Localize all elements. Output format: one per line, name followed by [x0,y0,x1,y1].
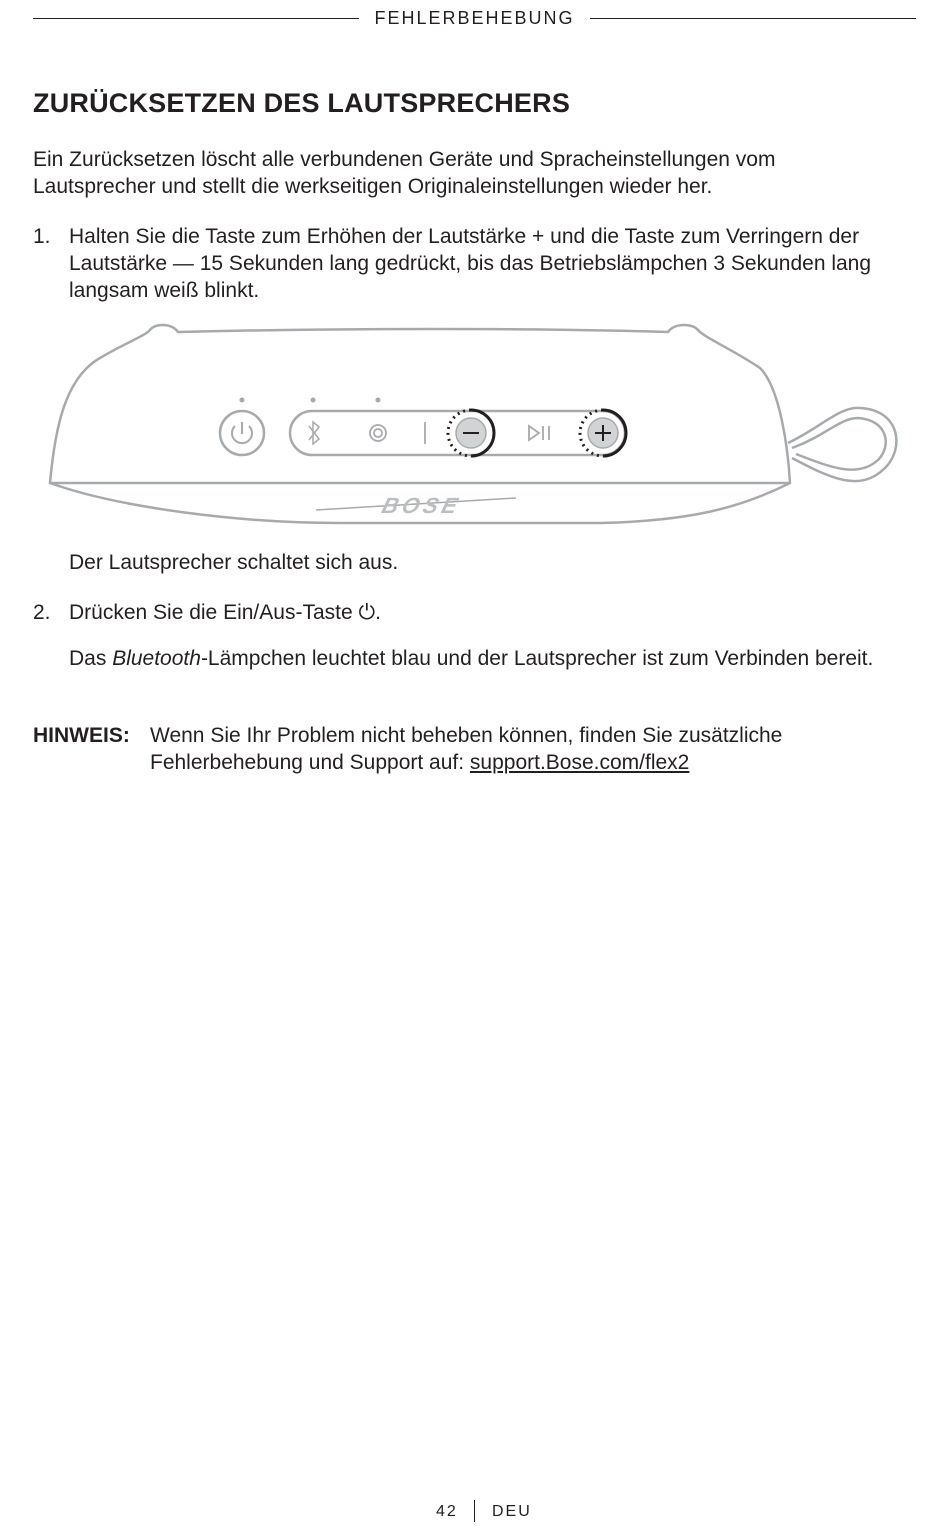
note-label: HINWEIS: [33,724,130,747]
note-body: Wenn Sie Ihr Problem nicht beheben können, finden Sie zusätzliche Fehlerbehebung und Support auf: [150,724,783,774]
speaker-illustration [40,318,910,533]
multifunction-icon [370,425,386,441]
step-2-result-b: -Lämpchen leuchtet blau und der Lautsprecher ist zum Verbinden bereit. [200,647,874,670]
page-header [33,8,916,28]
page-title: ZURÜCKSETZEN DES LAUTSPRECHERS [33,88,571,118]
header-rule-left [33,18,359,19]
step-1-text-a: Halten Sie die Taste zum Erhöhen der Lautstärke [69,225,533,248]
svg-text:BOSE: BOSE [379,493,465,518]
note-text [150,722,910,776]
bluetooth-word: Bluetooth [112,647,201,670]
step-2-text-a: Drücken Sie die Ein/Aus-Taste [69,601,359,624]
section-title: FEHLERBEHEBUNG [374,8,575,28]
step-1-text [69,223,914,304]
bose-logo [316,493,516,518]
step-1-result: Der Lautsprecher schaltet sich aus. [69,551,399,574]
bluetooth-icon [309,422,319,444]
plus-button-highlight [580,410,626,456]
step-2-result-a: Das [69,647,113,670]
step-2-result [69,645,889,672]
step-1-number: 1. [33,225,51,248]
language-code: DEU [492,1503,532,1520]
play-pause-icon [529,426,549,440]
support-link[interactable]: support.Bose.com/flex2 [469,751,690,774]
step-2-text [69,599,381,626]
page-number: 42 [436,1503,458,1520]
step-2-number: 2. [33,601,51,624]
footer-separator [474,1500,475,1522]
step-1-text-c: 15 Sekunden lang gedrückt, bis das Betriebslämpchen 3 Sekunden lang langsam weiß blinkt. [69,252,872,302]
power-symbol-icon: ⏻ [358,601,376,624]
step-2-text-b: . [375,601,381,624]
step-1-text-b: und die Taste zum Verringern der Lautstärke [69,225,860,275]
minus-button-highlight [448,410,494,456]
header-rule-right [590,18,916,19]
plus-symbol: + [532,225,545,248]
intro-paragraph: Ein Zurücksetzen löscht alle verbundenen Geräte und Spracheinstellungen vom Lautsprecher und stellt die werkseitigen Originaleinstellungen wieder her. [33,148,776,198]
minus-symbol: — [172,252,194,275]
page-footer [0,1500,950,1526]
